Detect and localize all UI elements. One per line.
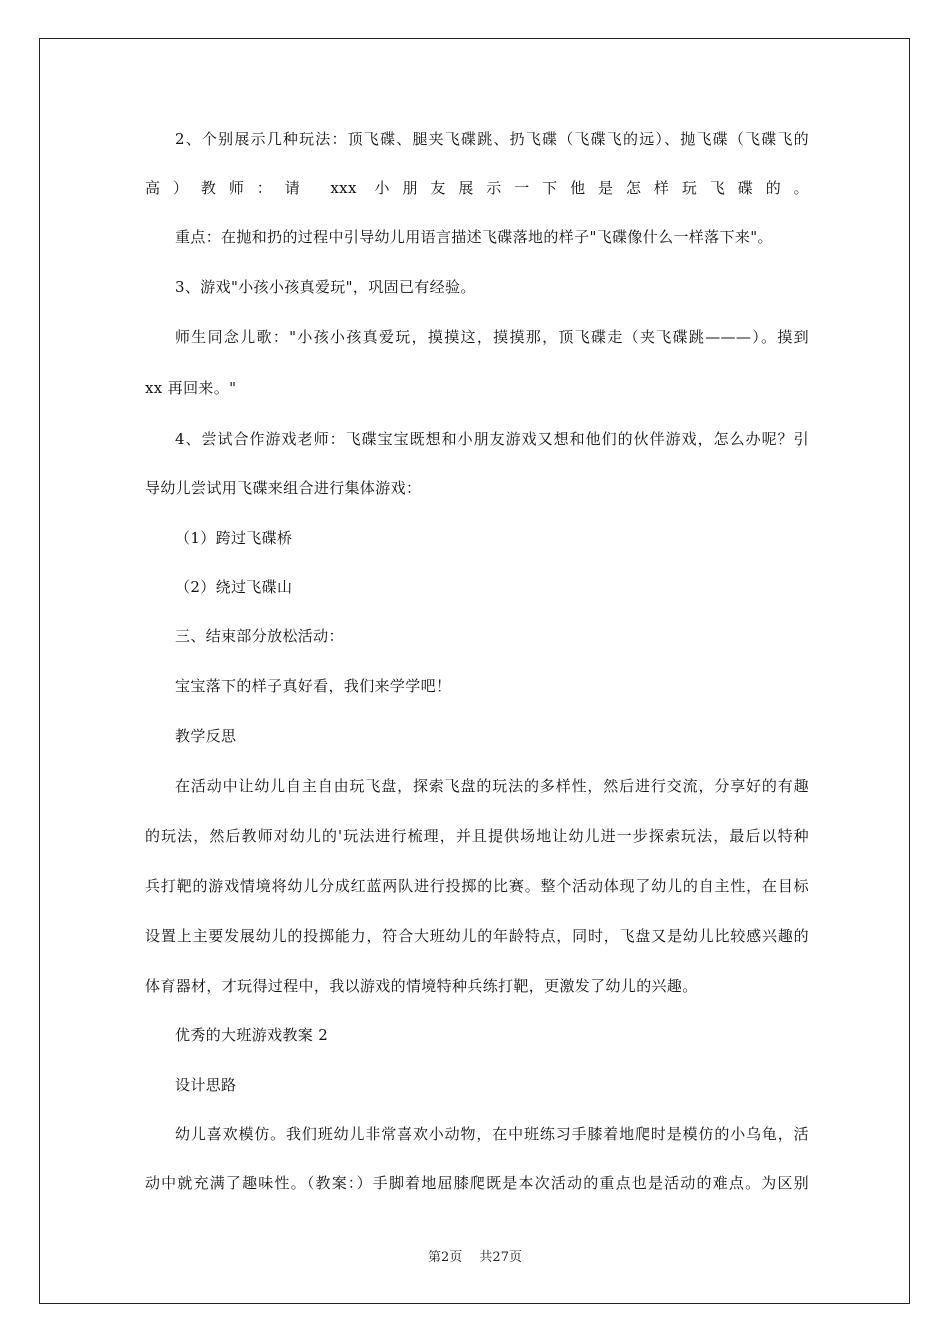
section-heading: 三、结束部分放松活动：	[175, 627, 344, 645]
paragraph-line: 4、尝试合作游戏老师：飞碟宝宝既想和小朋友游戏又想和他们的伙伴游戏，怎么办呢？引	[175, 430, 809, 448]
paragraph-line: 的玩法，然后教师对幼儿的'玩法进行梳理，并且提供场地让幼儿进一步探索玩法，最后以特种	[145, 827, 809, 845]
paragraph-line: 2、个别展示几种玩法：顶飞碟、腿夹飞碟跳、扔飞碟（飞碟飞的远）、抛飞碟（飞碟飞的	[175, 130, 809, 148]
section-heading: 教学反思	[175, 727, 237, 745]
list-item: （1）跨过飞碟桥	[175, 529, 293, 547]
paragraph-line: 宝宝落下的样子真好看，我们来学学吧！	[175, 677, 452, 695]
page-number: 第2页 共27页	[428, 1250, 522, 1265]
paragraph-line: 高）教师：请 xxx 小朋友展示一下他是怎样玩飞碟的。	[145, 179, 809, 197]
section-heading: 设计思路	[175, 1076, 237, 1094]
section-heading: 优秀的大班游戏教案 2	[175, 1026, 329, 1044]
paragraph-line: 动中就充满了趣味性。（教案：）手脚着地屈膝爬既是本次活动的重点也是活动的难点。为区别	[145, 1174, 809, 1192]
paragraph-line: 导幼儿尝试用飞碟来组合进行集体游戏：	[145, 479, 422, 497]
paragraph-line: 师生同念儿歌："小孩小孩真爱玩，摸摸这，摸摸那，顶飞碟走（夹飞碟跳———）。摸到	[175, 328, 809, 346]
paragraph-line: 在活动中让幼儿自主自由玩飞盘，探索飞盘的玩法的多样性，然后进行交流，分享好的有趣	[175, 777, 809, 795]
paragraph-line: 重点：在抛和扔的过程中引导幼儿用语言描述飞碟落地的样子"飞碟像什么一样落下来"。	[175, 228, 773, 246]
paragraph-line: 3、游戏"小孩小孩真爱玩"，巩固已有经验。	[175, 278, 476, 296]
paragraph-line: 设置上主要发展幼儿的投掷能力，符合大班幼儿的年龄特点，同时，飞盘又是幼儿比较感兴趣的	[145, 927, 809, 945]
paragraph-line: xx 再回来。"	[145, 379, 237, 397]
paragraph-line: 体育器材，才玩得过程中，我以游戏的情境特种兵练打靶，更激发了幼儿的兴趣。	[145, 977, 698, 995]
list-item: （2）绕过飞碟山	[175, 578, 293, 596]
paragraph-line: 兵打靶的游戏情境将幼儿分成红蓝两队进行投掷的比赛。整个活动体现了幼儿的自主性，在目标	[145, 877, 809, 895]
paragraph-line: 幼儿喜欢模仿。我们班幼儿非常喜欢小动物，在中班练习手膝着地爬时是模仿的小乌龟，活	[175, 1125, 809, 1143]
